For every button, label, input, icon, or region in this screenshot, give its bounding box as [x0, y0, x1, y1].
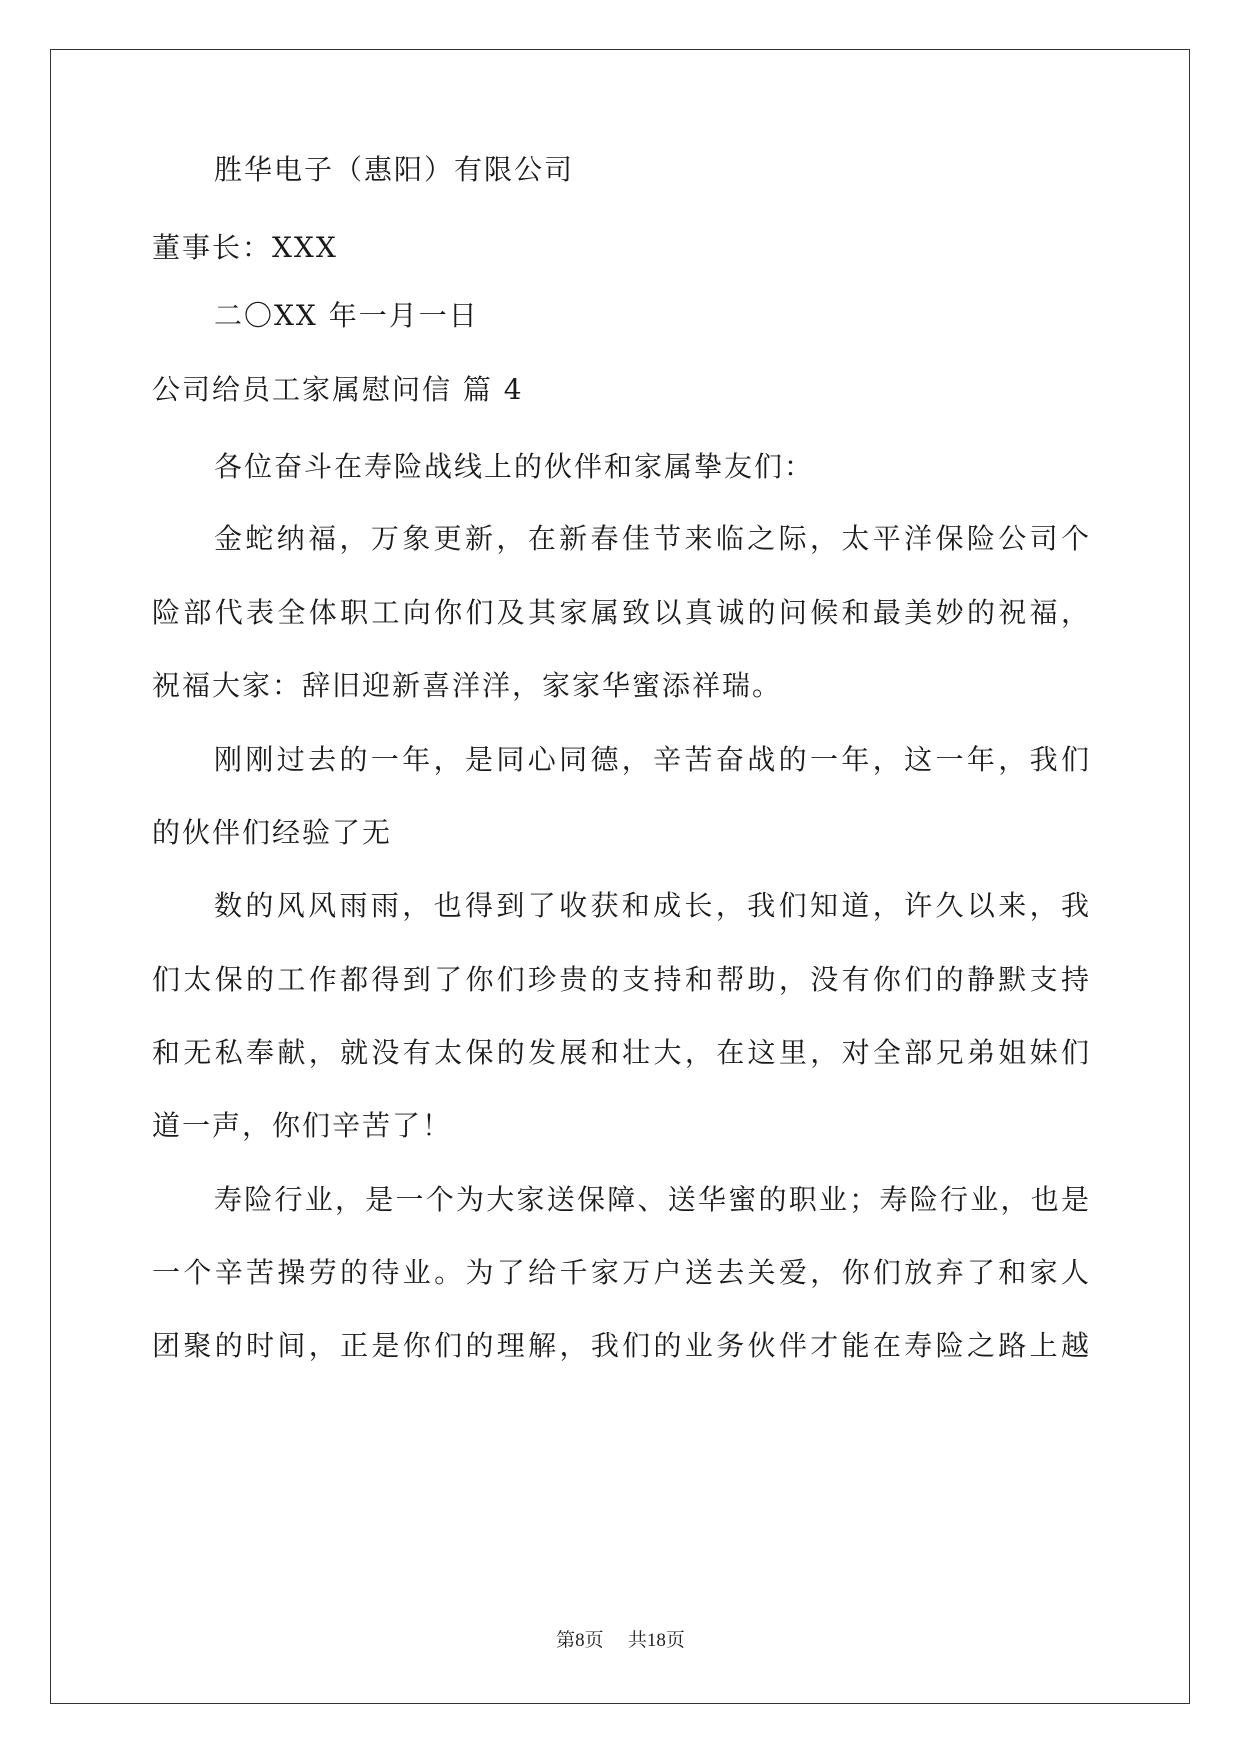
paragraph-line: 刚刚过去的一年，是同心同德，辛苦奋战的一年，这一年，我们: [214, 743, 1089, 776]
page-suffix: 页: [665, 1629, 685, 1651]
paragraph-line: 数的风风雨雨，也得到了收获和成长，我们知道，许久以来，我: [214, 889, 1089, 922]
current-page-number: 8: [575, 1630, 585, 1651]
chairman-signature: 董事长：XXX: [152, 231, 338, 264]
company-name: 胜华电子（惠阳）有限公司: [214, 153, 575, 186]
paragraph-line: 祝福大家：辞旧迎新喜洋洋，家家华蜜添祥瑞。: [152, 669, 783, 702]
paragraph-line: 的伙伴们经验了无: [152, 816, 393, 849]
salutation: 各位奋斗在寿险战线上的伙伴和家属挚友们：: [214, 450, 815, 483]
page-mid: 页 共: [584, 1629, 647, 1651]
paragraph-line: 和无私奉献，就没有太保的发展和壮大，在这里，对全部兄弟姐妹们: [152, 1036, 1089, 1069]
paragraph-line: 金蛇纳福，万象更新，在新春佳节来临之际，太平洋保险公司个: [214, 522, 1089, 555]
paragraph-line: 团聚的时间，正是你们的理解，我们的业务伙伴才能在寿险之路上越: [152, 1329, 1089, 1362]
paragraph-line: 险部代表全体职工向你们及其家属致以真诚的问候和最美妙的祝福，: [152, 596, 1089, 629]
section-heading: 公司给员工家属慰问信 篇 4: [152, 373, 524, 406]
paragraph-line: 寿险行业，是一个为大家送保障、送华蜜的职业；寿险行业，也是: [214, 1183, 1089, 1216]
letter-date: 二〇XX 年一月一日: [214, 299, 479, 332]
paragraph-line: 们太保的工作都得到了你们珍贵的支持和帮助，没有你们的静默支持: [152, 963, 1089, 996]
paragraph-line: 道一声，你们辛苦了！: [152, 1109, 453, 1142]
page-prefix: 第: [556, 1629, 576, 1651]
total-page-number: 18: [646, 1630, 666, 1651]
paragraph-line: 一个辛苦操劳的待业。为了给千家万户送去关爱，你们放弃了和家人: [152, 1256, 1089, 1289]
page-footer: [0, 1628, 1241, 1653]
